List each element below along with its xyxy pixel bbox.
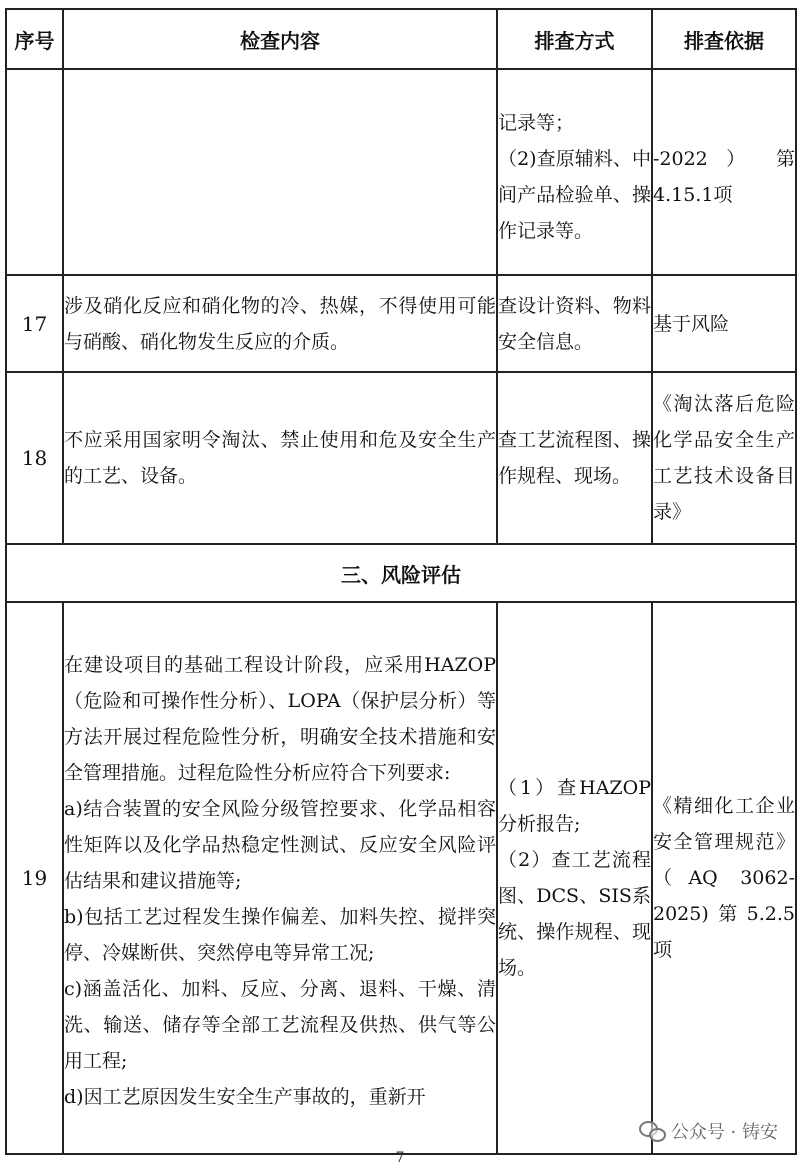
row-content (63, 69, 497, 275)
table-row (6, 275, 796, 372)
row-number: 19 (6, 602, 63, 1154)
header-basis: 排查依据 (652, 9, 796, 69)
row-content: 在建设项目的基础工程设计阶段，应采用HAZOP（危险和可操作性分析）、LOPA（保护层分析）等方法开展过程危险性分析，明确安全技术措施和安全管理措施。过程危险性分析应符合下列要求: a)结合装置的安全风险分级管控要求、化学品相容性矩阵以及化学品热稳定性测试、反应安全风险评估结果和建议措施等; b)包括工艺过程发生操作偏差、加料失控、搅拌突停、冷媒断供、突然停电等异常工况; c)涵盖活化、加料、反应、分离、退料、干燥、清洗、输送、储存等全部工艺流程及供热、供气等公用工程; d)因工艺原因发生安全生产事故的，重新开 (63, 602, 497, 1154)
row-number: 17 (6, 275, 63, 372)
inspection-table (5, 8, 797, 1155)
table-row (6, 602, 796, 1154)
row-method: 查设计资料、物料安全信息。 (497, 275, 652, 372)
header-serial: 序号 (6, 9, 63, 69)
row-basis: 《精细化工企业安全管理规范》（AQ 3062-2025)第5.2.5项 (652, 602, 796, 1154)
header-row (6, 9, 796, 69)
section-row (6, 544, 796, 602)
row-content: 不应采用国家明令淘汰、禁止使用和危及安全生产的工艺、设备。 (63, 372, 497, 544)
row-method: 记录等； （2)查原辅料、中间产品检验单、操作记录等。 (497, 69, 652, 275)
page-number: 7 (395, 1150, 405, 1166)
header-content: 检查内容 (63, 9, 497, 69)
table-row (6, 372, 796, 544)
row-method: 查工艺流程图、操作规程、现场。 (497, 372, 652, 544)
row-basis: 《淘汰落后危险化学品安全生产工艺技术设备目录》 (652, 372, 796, 544)
watermark-text: 公众号 · 铸安 (670, 1122, 778, 1143)
row-number (6, 69, 63, 275)
wechat-icon (639, 1121, 665, 1141)
row-basis: -2022 ） 第4.15.1项 (652, 69, 796, 275)
row-method: （1）查HAZOP分析报告; （2）查工艺流程图、DCS、SIS系统、操作规程、现场。 (497, 602, 652, 1154)
row-content: 涉及硝化反应和硝化物的冷、热媒，不得使用可能与硝酸、硝化物发生反应的介质。 (63, 275, 497, 372)
table-row (6, 69, 796, 275)
header-method: 排查方式 (497, 9, 652, 69)
section-title: 三、风险评估 (6, 544, 796, 602)
watermark (639, 1118, 778, 1144)
row-number: 18 (6, 372, 63, 544)
row-basis: 基于风险 (652, 275, 796, 372)
